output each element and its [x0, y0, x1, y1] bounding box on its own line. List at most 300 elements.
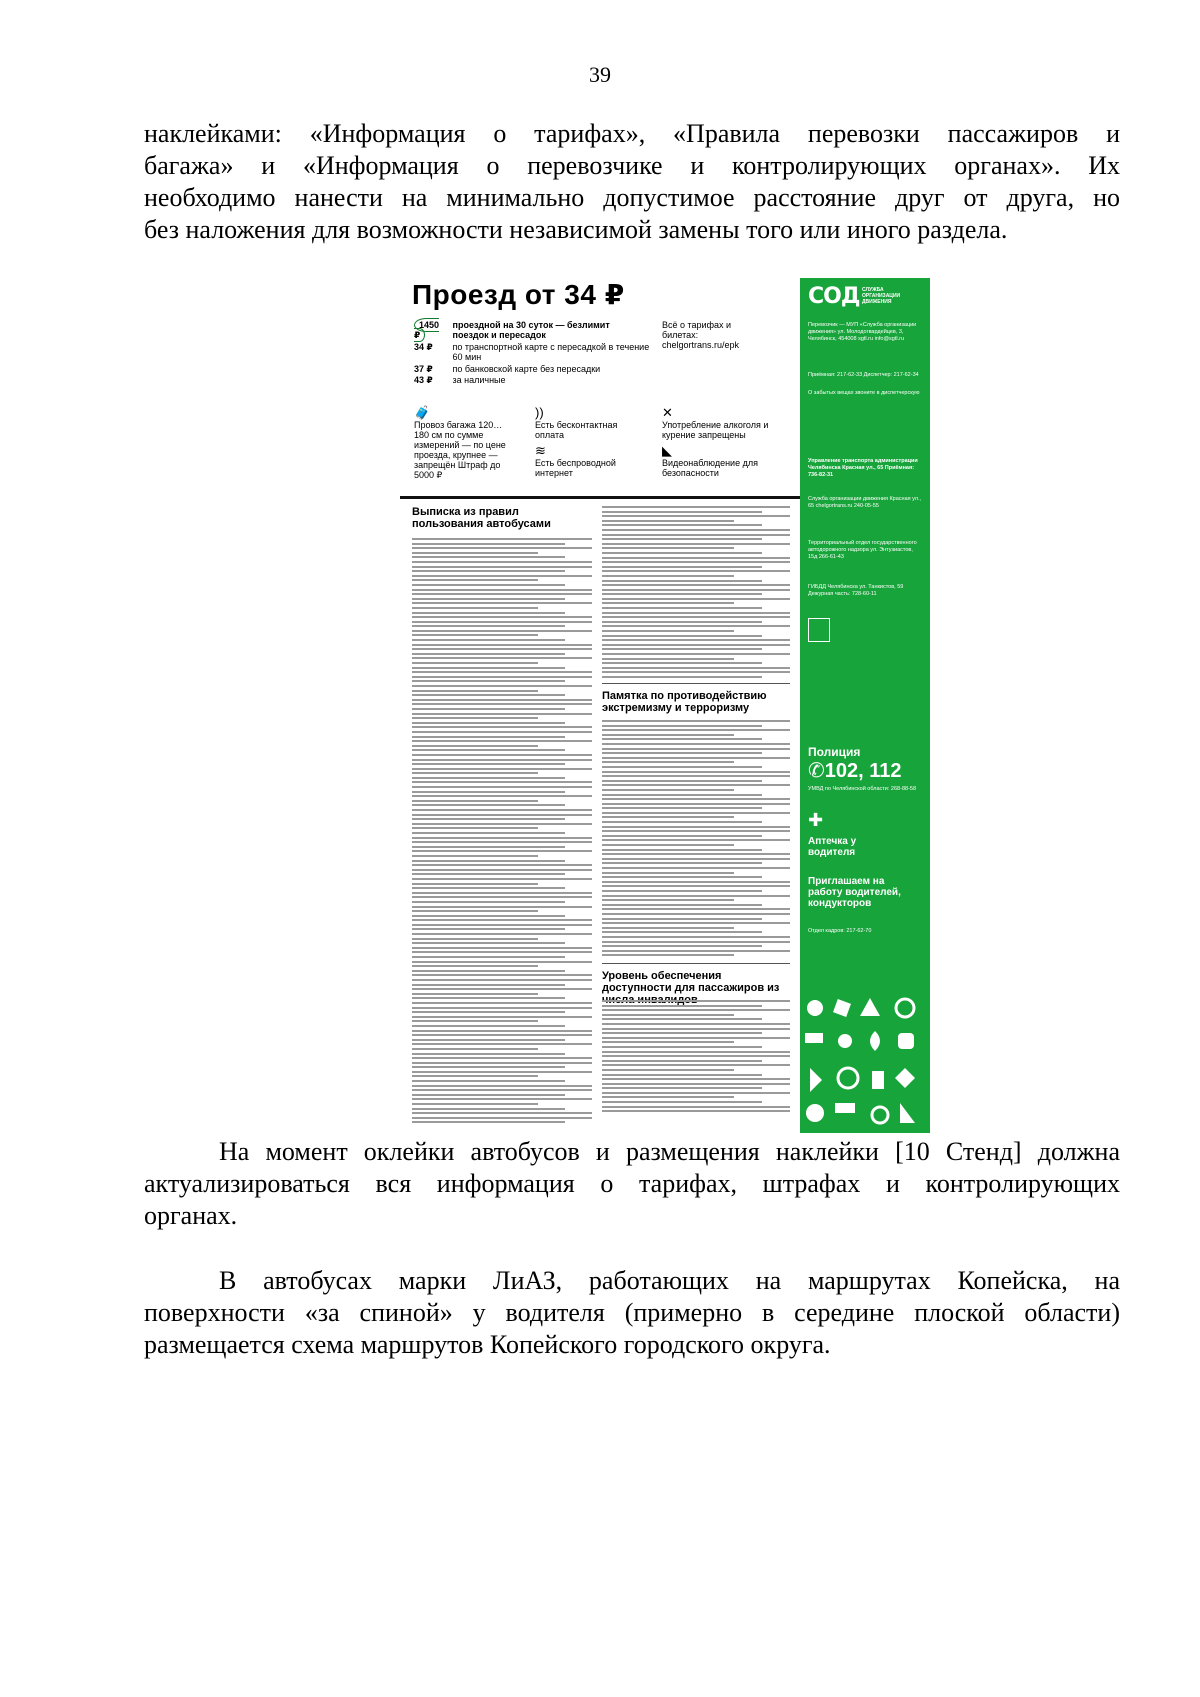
- fine-print-line: [602, 1064, 790, 1066]
- fine-print-line: [412, 855, 538, 857]
- fine-print-line: [602, 922, 790, 924]
- fine-print-line: [412, 607, 538, 609]
- fine-print-line: [412, 708, 565, 710]
- fine-print-line: [602, 543, 790, 545]
- fine-print-line: [412, 570, 565, 572]
- access-text-column: [602, 1000, 790, 1115]
- fine-print-line: [602, 780, 762, 782]
- fine-print-line: [412, 814, 592, 816]
- fine-print-line: [412, 667, 565, 669]
- paragraph-line: актуализироваться вся информация о тарифах, штрафах и контролирующих: [144, 1169, 1120, 1198]
- fine-print-line: [412, 566, 592, 568]
- fine-print-line: [412, 984, 565, 986]
- fine-print-line: [602, 1018, 762, 1020]
- fine-print-line: [412, 841, 592, 843]
- fine-print-line: [602, 743, 790, 745]
- fine-print-line: [602, 1028, 790, 1030]
- fine-print-line: [602, 589, 790, 591]
- fine-print-line: [412, 630, 592, 632]
- fare-row: [414, 342, 653, 362]
- paragraph-line: без наложения для возможности независимой замены того или иного раздела.: [144, 215, 1008, 244]
- fine-print-line: [602, 784, 790, 786]
- fine-print-line: [412, 768, 592, 770]
- fine-print-line: [412, 575, 592, 577]
- paragraph-line: багажа» и «Информация о перевозчике и контролирующих органах». Их: [144, 151, 1120, 180]
- fine-print-line: [412, 561, 592, 563]
- fine-print-line: [602, 639, 790, 641]
- fine-print-line: [602, 520, 734, 522]
- poster-title: Проезд от 34 ₽: [412, 279, 625, 310]
- fine-print-line: [412, 892, 592, 894]
- fine-print-line: [412, 634, 538, 636]
- fine-print-line: [412, 685, 592, 687]
- fine-print-line: [412, 924, 592, 926]
- fine-print-line: [412, 919, 592, 921]
- fine-print-line: [412, 961, 592, 963]
- fine-print-line: [412, 873, 565, 875]
- fine-print-line: [412, 906, 592, 908]
- fine-print-line: [412, 584, 565, 586]
- fine-print-line: [412, 832, 565, 834]
- fine-print-line: [412, 791, 565, 793]
- fine-print-line: [412, 1121, 565, 1123]
- fine-print-line: [412, 589, 592, 591]
- fine-print-line: [602, 945, 762, 947]
- fine-print-line: [602, 547, 734, 549]
- fine-print-line: [412, 662, 538, 664]
- fine-print-line: [412, 947, 592, 949]
- paragraph-line: необходимо нанести на минимально допустимое расстояние друг от друга, но: [144, 183, 1120, 212]
- fine-print-line: [412, 749, 565, 751]
- fare-text: за наличные: [452, 375, 506, 385]
- fine-print-line: [602, 557, 790, 559]
- police-note: УМВД по Челябинской области: 268-88-58: [808, 786, 917, 792]
- fine-print-line: [412, 644, 592, 646]
- fine-print-line: [412, 726, 592, 728]
- fine-print-line: [412, 1034, 592, 1036]
- section-divider: [602, 963, 790, 964]
- fine-print-line: [412, 1053, 565, 1055]
- fine-print-line: [412, 731, 592, 733]
- fine-print-line: [412, 933, 592, 935]
- fine-print-line: [412, 653, 565, 655]
- fine-print-line: [412, 1016, 592, 1018]
- paragraph-line: На момент оклейки автобусов и размещения наклейки [10 Стенд] должна: [219, 1137, 1120, 1166]
- fine-print-line: [412, 804, 565, 806]
- poster-side-panel: [800, 278, 930, 1133]
- fine-print-line: [412, 786, 592, 788]
- fine-print-line: [602, 890, 762, 892]
- fine-print-line: [412, 612, 565, 614]
- fine-print-line: [412, 1062, 592, 1064]
- fine-print-line: [602, 671, 790, 673]
- fare-row: [414, 364, 600, 374]
- paragraph-line: органах.: [144, 1201, 238, 1230]
- fine-print-line: [602, 844, 734, 846]
- fine-print-line: [602, 1055, 790, 1057]
- no-alcohol-text: Употребление алкоголя и курение запрещены: [662, 420, 769, 440]
- fine-print-line: [602, 1032, 762, 1034]
- fine-print-line: [602, 812, 790, 814]
- fine-print-line: [602, 752, 762, 754]
- fine-print-line: [412, 956, 565, 958]
- contactless-info: [535, 406, 635, 440]
- fine-print-line: [602, 524, 762, 526]
- fine-print-line: [602, 748, 790, 750]
- fine-print-line: [602, 1060, 762, 1062]
- sod-logo-subtitle: СЛУЖБА ОРГАНИЗАЦИИ ДВИЖЕНИЯ: [862, 287, 901, 305]
- fine-print-line: [412, 648, 592, 650]
- fine-print-line: [412, 625, 565, 627]
- fare-info: Всё о тарифах и билетах: chelgortrans.ru/epk: [662, 320, 740, 350]
- first-aid-icon: ✚: [808, 810, 824, 830]
- fine-print-line: [602, 729, 790, 731]
- fine-print-line: [602, 881, 790, 883]
- fine-print-line: [602, 511, 762, 513]
- fine-print-line: [412, 763, 565, 765]
- fine-print-line: [602, 648, 762, 650]
- fine-print-line: [412, 901, 565, 903]
- fine-print-line: [602, 941, 790, 943]
- fine-print-line: [412, 759, 592, 761]
- fine-print-line: [602, 1087, 762, 1089]
- fine-print-line: [602, 607, 762, 609]
- fine-print-line: [602, 621, 762, 623]
- fine-print-line: [412, 579, 538, 581]
- fine-print-line: [412, 896, 592, 898]
- fine-print-line: [602, 667, 790, 669]
- fine-print-line: [602, 725, 762, 727]
- paragraph-1: [144, 118, 1120, 246]
- fine-print-line: [412, 1011, 565, 1013]
- fare-row: [414, 320, 623, 340]
- camera-text: Видеонаблюдение для безопасности: [662, 458, 758, 478]
- fine-print-line: [602, 835, 762, 837]
- fine-print-line: [602, 676, 762, 678]
- fine-print-line: [412, 671, 592, 673]
- fine-print-line: [412, 736, 565, 738]
- fine-print-line: [412, 1039, 565, 1041]
- fine-print-line: [602, 761, 734, 763]
- fine-print-line: [412, 745, 538, 747]
- fine-print-line: [412, 965, 538, 967]
- fine-print-line: [602, 602, 734, 604]
- rules-text-column-2: [602, 506, 790, 681]
- fine-print-line: [602, 529, 790, 531]
- sod-contact-info: Служба организации движения Красная ул., 65 chelgortrans.ru 240-05-55: [808, 496, 922, 509]
- fine-print-line: [602, 1083, 790, 1085]
- fine-print-line: [412, 1048, 538, 1050]
- fine-print-line: [412, 1089, 592, 1091]
- fine-print-line: [412, 993, 538, 995]
- fine-print-line: [602, 899, 734, 901]
- fine-print-line: [602, 798, 790, 800]
- sod-logo: СОД: [808, 284, 860, 309]
- fine-print-line: [412, 657, 592, 659]
- fine-print-line: [412, 809, 592, 811]
- fine-print-line: [412, 703, 592, 705]
- poster-divider: [400, 496, 800, 499]
- fine-print-line: [602, 908, 790, 910]
- fine-print-line: [412, 1103, 538, 1105]
- page-number: 39: [589, 62, 611, 87]
- fine-print-line: [602, 644, 790, 646]
- fine-print-line: [602, 807, 762, 809]
- luggage-icon: 🧳: [414, 405, 431, 420]
- phone-icon: ✆: [808, 760, 825, 782]
- decorative-pattern: [800, 993, 930, 1133]
- fine-print-line: [602, 830, 790, 832]
- fine-print-line: [412, 883, 538, 885]
- fine-print-line: [412, 928, 565, 930]
- fine-print-line: [602, 936, 790, 938]
- fine-print-line: [412, 823, 592, 825]
- fine-print-line: [412, 970, 565, 972]
- fine-print-line: [602, 720, 790, 722]
- transport-dept-info: Управление транспорта администрации Челябинска Красная ул., 65 Приёмная: 736-82-31: [808, 458, 918, 478]
- fine-print-line: [412, 974, 592, 976]
- fine-print-line: [602, 885, 790, 887]
- fine-print-line: [602, 515, 790, 517]
- fine-print-line: [412, 676, 592, 678]
- fine-print-line: [602, 534, 790, 536]
- fine-print-line: [412, 1030, 592, 1032]
- fine-print-line: [602, 1009, 790, 1011]
- fine-print-line: [602, 771, 790, 773]
- fine-print-line: [412, 754, 592, 756]
- first-aid-label: Аптечка у водителя: [808, 836, 857, 858]
- fine-print-line: [602, 849, 762, 851]
- fine-print-line: [412, 850, 592, 852]
- carrier-info: Перевозчик — МУП «Служба организации движения» ул. Молодогвардейцев, 3, Челябинск, 454008 sgtl.ru info@sgtl.ru: [808, 322, 917, 342]
- fine-print-line: [412, 1007, 592, 1009]
- fine-print-line: [412, 942, 565, 944]
- contactless-text: Есть бесконтактная оплата: [535, 420, 618, 440]
- fine-print-line: [602, 506, 790, 508]
- fare-text: проездной на 30 суток — безлимит поездок и пересадок: [452, 320, 610, 340]
- carrier-phones: Приёмная: 217-62-33 Диспетчер: 217-62-34: [808, 372, 919, 378]
- fine-print-line: [602, 858, 790, 860]
- fine-print-line: [602, 580, 762, 582]
- fine-print-line: [602, 918, 762, 920]
- fine-print-line: [602, 653, 790, 655]
- paragraph-line: поверхности «за спиной» у водителя (примерно в середине плоской области): [144, 1298, 1120, 1327]
- wifi-icon: ≋: [535, 443, 546, 458]
- luggage-text: Провоз багажа 120…180 см по сумме измерений — по цене проезда, крупнее — запрещён Штраф до 5000 ₽: [414, 420, 506, 480]
- fine-print-line: [412, 979, 592, 981]
- fine-print-line: [412, 690, 538, 692]
- police-phone-number: 102, 112: [824, 760, 902, 782]
- territorial-dept-info: Территориальный отдел государственного автодорожного надзора ул. Энтузиастов, 15д 266-61-43: [808, 540, 917, 560]
- fine-print-line: [412, 713, 592, 715]
- fine-print-line: [412, 910, 538, 912]
- fine-print-line: [412, 699, 592, 701]
- fine-print-line: [412, 1071, 592, 1073]
- fine-print-line: [602, 593, 762, 595]
- fine-print-line: [412, 878, 592, 880]
- contactless-icon: )): [535, 405, 544, 420]
- fine-print-line: [602, 927, 734, 929]
- fine-print-line: [412, 740, 592, 742]
- fine-print-line: [602, 867, 790, 869]
- police-label: Полиция: [808, 745, 861, 759]
- wifi-text: Есть беспроводной интернет: [535, 458, 616, 478]
- fine-print-line: [412, 593, 592, 595]
- fine-print-line: [602, 1110, 790, 1112]
- fine-print-line: [412, 543, 565, 545]
- fine-print-line: [602, 766, 762, 768]
- paragraph-line: размещается схема маршрутов Копейского городского округа.: [144, 1330, 831, 1359]
- fare-text: по банковской карте без пересадки: [452, 364, 601, 374]
- fine-print-line: [412, 621, 592, 623]
- fine-print-line: [602, 630, 734, 632]
- fine-print-line: [602, 1023, 790, 1025]
- fine-print-line: [602, 1092, 790, 1094]
- fine-print-line: [412, 938, 538, 940]
- fine-print-line: [412, 800, 538, 802]
- bus-info-poster: [400, 278, 930, 1133]
- section-divider: [602, 683, 790, 684]
- fine-print-line: [602, 895, 790, 897]
- fine-print-line: [602, 1069, 734, 1071]
- fine-print-line: [602, 853, 790, 855]
- fine-print-line: [602, 738, 762, 740]
- extremism-text-column: [602, 720, 790, 959]
- fine-print-line: [602, 616, 790, 618]
- fine-print-line: [412, 639, 565, 641]
- fine-print-line: [602, 658, 734, 660]
- paragraph-2: [144, 1136, 1120, 1232]
- fine-print-line: [412, 680, 565, 682]
- fine-print-line: [602, 821, 762, 823]
- fine-print-line: [602, 1078, 790, 1080]
- fine-print-line: [602, 1046, 762, 1048]
- fine-print-line: [412, 1020, 538, 1022]
- fine-print-line: [412, 556, 565, 558]
- fine-print-line: [602, 913, 790, 915]
- fine-print-line: [412, 1094, 565, 1096]
- fine-print-line: [412, 547, 592, 549]
- fine-print-line: [412, 887, 565, 889]
- fine-print-line: [412, 846, 565, 848]
- fine-print-line: [412, 694, 565, 696]
- fine-print-line: [602, 1000, 790, 1002]
- gibdd-info: ГИБДД Челябинска ул. Танкистов, 59 Дежурная часть: 728-60-11: [808, 584, 904, 597]
- fine-print-line: [602, 575, 734, 577]
- fine-print-line: [602, 794, 762, 796]
- hr-phone: Отдел кадров: 217-62-70: [808, 928, 872, 934]
- fine-print-line: [412, 997, 565, 999]
- fine-print-line: [602, 734, 734, 736]
- luggage-info: [414, 406, 514, 480]
- fare-price: 37 ₽: [414, 364, 433, 374]
- fine-print-line: [412, 552, 538, 554]
- fine-print-line: [602, 570, 790, 572]
- rules-text-column: [412, 538, 592, 1126]
- fine-print-line: [412, 616, 592, 618]
- fine-print-line: [602, 839, 790, 841]
- fine-print-line: [412, 1075, 538, 1077]
- fine-print-line: [602, 625, 790, 627]
- police-phone: [808, 758, 902, 783]
- fine-print-line: [412, 772, 538, 774]
- fine-print-line: [602, 757, 790, 759]
- fine-print-line: [412, 1057, 592, 1059]
- fine-print-line: [602, 1096, 734, 1098]
- fare-price: 34 ₽: [414, 342, 433, 352]
- fine-print-line: [412, 869, 592, 871]
- fine-print-line: [602, 826, 790, 828]
- fine-print-line: [602, 872, 734, 874]
- fine-print-line: [412, 1002, 592, 1004]
- fine-print-line: [602, 789, 734, 791]
- fine-print-line: [412, 1043, 592, 1045]
- fine-print-line: [602, 1014, 734, 1016]
- fine-print-line: [602, 1106, 790, 1108]
- fine-print-line: [412, 1112, 592, 1114]
- fine-print-line: [602, 552, 762, 554]
- fine-print-line: [412, 1117, 592, 1119]
- fine-print-line: [412, 1085, 592, 1087]
- fine-print-line: [602, 1005, 762, 1007]
- coat-of-arms-icon: [808, 618, 830, 642]
- fine-print-line: [602, 538, 762, 540]
- fare-price: 43 ₽: [414, 375, 433, 385]
- fine-print-line: [412, 818, 565, 820]
- fine-print-line: [602, 803, 790, 805]
- paragraph-3: [144, 1265, 1120, 1361]
- fine-print-line: [602, 1037, 790, 1039]
- fare-price: 1450 ₽: [414, 320, 440, 340]
- fine-print-line: [412, 951, 592, 953]
- fine-print-line: [602, 598, 790, 600]
- access-section-title: Уровень обеспечения доступности для пассажиров из: [602, 970, 780, 994]
- fine-print-line: [602, 816, 734, 818]
- fine-print-line: [602, 954, 734, 956]
- wifi-info: [535, 444, 635, 478]
- fine-print-line: [602, 876, 762, 878]
- fine-print-line: [602, 566, 762, 568]
- fine-print-line: [602, 931, 762, 933]
- fine-print-line: [412, 864, 592, 866]
- fine-print-line: [412, 722, 565, 724]
- job-invite: Приглашаем на работу водителей, кондукторов: [808, 876, 901, 909]
- fine-print-line: [412, 1066, 565, 1068]
- fine-print-line: [602, 612, 790, 614]
- rules-section-title: Выписка из правил пользования автобусами: [412, 506, 551, 530]
- fine-print-line: [412, 602, 592, 604]
- fare-text: по транспортной карте с пересадкой в течение 60 мин: [452, 342, 650, 362]
- fine-print-line: [412, 795, 592, 797]
- fine-print-line: [412, 837, 592, 839]
- fine-print-line: [412, 598, 565, 600]
- fine-print-line: [602, 1101, 762, 1103]
- poster-main-panel: [400, 278, 800, 1133]
- fine-print-line: [412, 777, 565, 779]
- fine-print-line: [412, 1025, 565, 1027]
- fine-print-line: [602, 862, 762, 864]
- fine-print-line: [602, 1041, 734, 1043]
- fine-print-line: [412, 781, 592, 783]
- fine-print-line: [412, 915, 565, 917]
- fine-print-line: [602, 584, 790, 586]
- fine-print-line: [412, 1098, 592, 1100]
- fine-print-line: [412, 1108, 565, 1110]
- extremism-section-title: Памятка по противодействию экстремизму и терроризму: [602, 690, 767, 714]
- fine-print-line: [602, 635, 762, 637]
- camera-icon: ◣: [662, 443, 672, 458]
- no-alcohol-icon: ✕: [662, 405, 673, 420]
